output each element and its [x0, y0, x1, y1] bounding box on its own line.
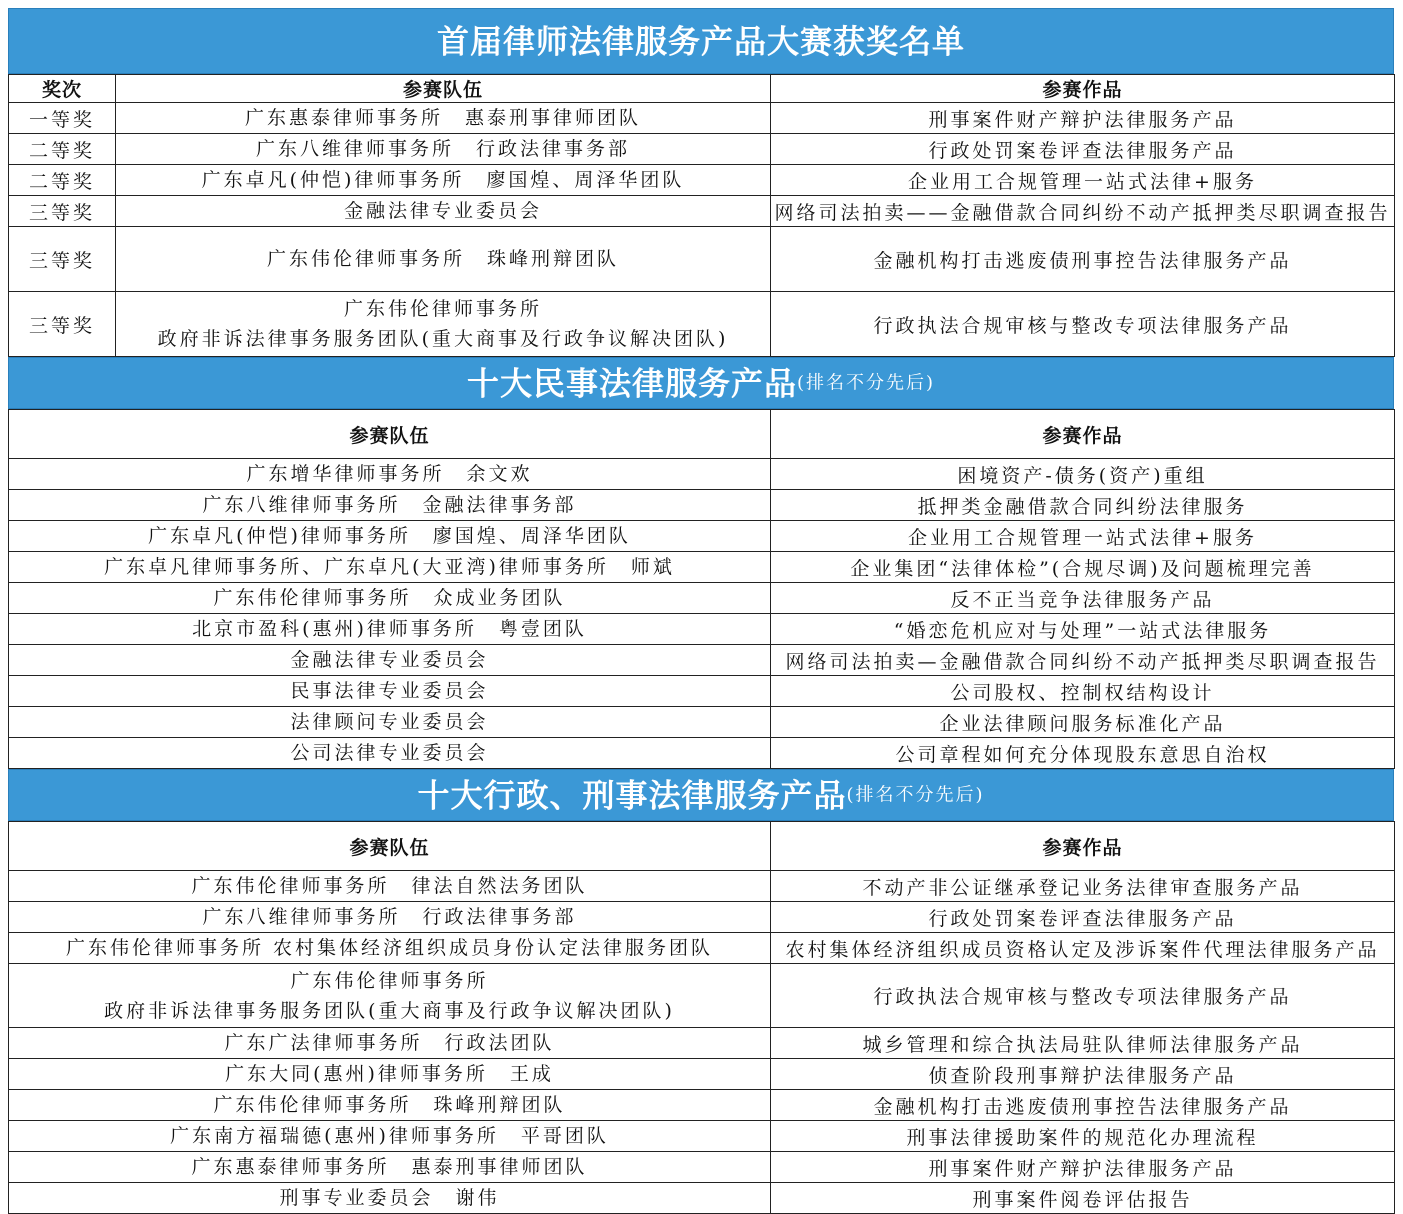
team-line: 广东卓凡(仲恺)律师事务所 廖国煌、周泽华团队 [148, 525, 631, 547]
team-cell [9, 583, 771, 614]
section2-title: 十大民事法律服务产品 [466, 364, 797, 403]
work-cell: 公司股权、控制权结构设计 [771, 676, 1395, 707]
team-cell [116, 196, 771, 227]
section1-title: 首届律师法律服务产品大赛获奖名单 [436, 22, 965, 61]
section1-banner [8, 8, 1394, 74]
work-cell: 不动产非公证继承登记业务法律审查服务产品 [771, 871, 1395, 902]
table-row [9, 490, 1395, 521]
section2-table [8, 409, 1395, 769]
team-cell [9, 1183, 771, 1214]
table-row [9, 583, 1395, 614]
header-team: 参赛队伍 [116, 75, 771, 103]
section1-header-row [9, 75, 1395, 103]
section3-header-row [9, 822, 1395, 871]
work-cell: 网络司法拍卖—金融借款合同纠纷不动产抵押类尽职调查报告 [771, 645, 1395, 676]
team-line: 北京市盈科(惠州)律师事务所 粤壹团队 [192, 618, 587, 640]
team-cell [9, 1152, 771, 1183]
section3-banner [8, 769, 1394, 821]
team-line: 金融法律专业委员会 [343, 200, 542, 222]
team-cell [9, 738, 771, 769]
table-row [9, 196, 1395, 227]
team-cell [9, 902, 771, 933]
table-row [9, 738, 1395, 769]
team-cell [9, 1121, 771, 1152]
work-cell: 行政处罚案卷评查法律服务产品 [771, 902, 1395, 933]
work-cell: 城乡管理和综合执法局驻队律师法律服务产品 [771, 1028, 1395, 1059]
section2-banner [8, 357, 1394, 409]
work-cell: 企业用工合规管理一站式法律+服务 [771, 165, 1395, 196]
section2-note: (排名不分先后) [796, 372, 936, 394]
team-line: 广东伟伦律师事务所 众成业务团队 [213, 587, 566, 609]
work-cell: 金融机构打击逃废债刑事控告法律服务产品 [771, 1090, 1395, 1121]
team-cell [9, 964, 771, 1028]
team-cell [116, 134, 771, 165]
table-row [9, 227, 1395, 292]
award-cell: 三等奖 [9, 227, 116, 292]
team-cell [9, 552, 771, 583]
table-row [9, 1121, 1395, 1152]
table-row [9, 1059, 1395, 1090]
team-cell [9, 521, 771, 552]
table-row [9, 707, 1395, 738]
work-cell: 企业法律顾问服务标准化产品 [771, 707, 1395, 738]
team-line: 刑事专业委员会 谢伟 [279, 1187, 500, 1209]
work-cell: 网络司法拍卖——金融借款合同纠纷不动产抵押类尽职调查报告 [771, 196, 1395, 227]
table-row [9, 134, 1395, 165]
team-cell [9, 490, 771, 521]
team-cell [116, 165, 771, 196]
table-row [9, 964, 1395, 1028]
header-work: 参赛作品 [771, 75, 1395, 103]
team-line: 广东卓凡律师事务所、广东卓凡(大亚湾)律师事务所 师斌 [104, 556, 675, 578]
table-row [9, 871, 1395, 902]
table-row [9, 645, 1395, 676]
work-cell: 刑事案件财产辩护法律服务产品 [771, 103, 1395, 134]
header-team: 参赛队伍 [9, 410, 771, 459]
team-line: 政府非诉法律事务服务团队(重大商事及行政争议解决团队) [157, 328, 729, 350]
work-cell: 金融机构打击逃废债刑事控告法律服务产品 [771, 227, 1395, 292]
header-award: 奖次 [9, 75, 116, 103]
team-line: 广东八维律师事务所 行政法律事务部 [202, 906, 577, 928]
team-line: 广东南方福瑞德(惠州)律师事务所 平哥团队 [170, 1125, 609, 1147]
award-cell: 二等奖 [9, 165, 116, 196]
table-row [9, 459, 1395, 490]
team-line: 政府非诉法律事务服务团队(重大商事及行政争议解决团队) [104, 999, 675, 1022]
team-line: 民事法律专业委员会 [290, 680, 489, 702]
work-cell: “婚恋危机应对与处理”一站式法律服务 [771, 614, 1395, 645]
table-row [9, 1152, 1395, 1183]
table-row [9, 103, 1395, 134]
table-row [9, 902, 1395, 933]
team-cell [9, 933, 771, 964]
team-cell [9, 614, 771, 645]
team-line: 广东广法律师事务所 行政法团队 [224, 1032, 555, 1054]
team-line: 广东伟伦律师事务所 [290, 969, 489, 992]
table-row [9, 614, 1395, 645]
team-line: 广东卓凡(仲恺)律师事务所 廖国煌、周泽华团队 [201, 169, 685, 191]
work-cell: 刑事案件财产辩护法律服务产品 [771, 1152, 1395, 1183]
table-row [9, 1183, 1395, 1214]
team-line: 广东伟伦律师事务所 珠峰刑辩团队 [213, 1094, 566, 1116]
award-cell: 一等奖 [9, 103, 116, 134]
team-line: 公司法律专业委员会 [290, 742, 489, 764]
work-cell: 企业集团“法律体检”(合规尽调)及问题梳理完善 [771, 552, 1395, 583]
team-cell [116, 292, 771, 357]
team-line: 金融法律专业委员会 [290, 649, 489, 671]
work-cell: 反不正当竞争法律服务产品 [771, 583, 1395, 614]
work-cell: 侦查阶段刑事辩护法律服务产品 [771, 1059, 1395, 1090]
table-row [9, 676, 1395, 707]
table-row [9, 933, 1395, 964]
work-cell: 刑事案件阅卷评估报告 [771, 1183, 1395, 1214]
team-cell [9, 707, 771, 738]
section3-table [8, 821, 1395, 1214]
award-cell: 二等奖 [9, 134, 116, 165]
team-cell [116, 227, 771, 292]
team-cell [9, 1028, 771, 1059]
team-line: 广东八维律师事务所 金融法律事务部 [202, 494, 577, 516]
award-cell: 三等奖 [9, 196, 116, 227]
team-line: 广东伟伦律师事务所 珠峰刑辩团队 [266, 248, 619, 270]
section3-note: (排名不分先后) [846, 784, 985, 806]
team-line: 广东增华律师事务所 余文欢 [246, 463, 533, 485]
work-cell: 农村集体经济组织成员资格认定及涉诉案件代理法律服务产品 [771, 933, 1395, 964]
award-cell: 三等奖 [9, 292, 116, 357]
table-row [9, 292, 1395, 357]
header-work: 参赛作品 [771, 410, 1395, 459]
section3-title: 十大行政、刑事法律服务产品 [417, 776, 847, 815]
team-cell [9, 1059, 771, 1090]
header-work: 参赛作品 [771, 822, 1395, 871]
work-cell: 行政处罚案卷评查法律服务产品 [771, 134, 1395, 165]
table-row [9, 521, 1395, 552]
work-cell: 公司章程如何充分体现股东意思自治权 [771, 738, 1395, 769]
award-list-document [8, 8, 1394, 1214]
table-row [9, 1028, 1395, 1059]
team-cell [9, 676, 771, 707]
team-line: 法律顾问专业委员会 [290, 711, 489, 733]
team-line: 广东大同(惠州)律师事务所 王成 [225, 1063, 554, 1085]
team-cell [9, 871, 771, 902]
header-team: 参赛队伍 [9, 822, 771, 871]
work-cell: 行政执法合规审核与整改专项法律服务产品 [771, 292, 1395, 357]
section2-header-row [9, 410, 1395, 459]
work-cell: 刑事法律援助案件的规范化办理流程 [771, 1121, 1395, 1152]
work-cell: 抵押类金融借款合同纠纷法律服务 [771, 490, 1395, 521]
table-row [9, 1090, 1395, 1121]
team-cell [116, 103, 771, 134]
table-row [9, 552, 1395, 583]
team-cell [9, 459, 771, 490]
team-line: 广东伟伦律师事务所 律法自然法务团队 [191, 875, 588, 897]
work-cell: 企业用工合规管理一站式法律+服务 [771, 521, 1395, 552]
work-cell: 行政执法合规审核与整改专项法律服务产品 [771, 964, 1395, 1028]
section1-table [8, 74, 1395, 357]
team-line: 广东伟伦律师事务所 [343, 298, 542, 320]
work-cell: 困境资产-债务(资产)重组 [771, 459, 1395, 490]
team-line: 广东八维律师事务所 行政法律事务部 [255, 138, 630, 160]
team-line: 广东惠泰律师事务所 惠泰刑事律师团队 [244, 107, 641, 129]
team-line: 广东伟伦律师事务所 农村集体经济组织成员身份认定法律服务团队 [65, 937, 714, 959]
table-row [9, 165, 1395, 196]
team-cell [9, 1090, 771, 1121]
team-cell [9, 645, 771, 676]
team-line: 广东惠泰律师事务所 惠泰刑事律师团队 [191, 1156, 588, 1178]
